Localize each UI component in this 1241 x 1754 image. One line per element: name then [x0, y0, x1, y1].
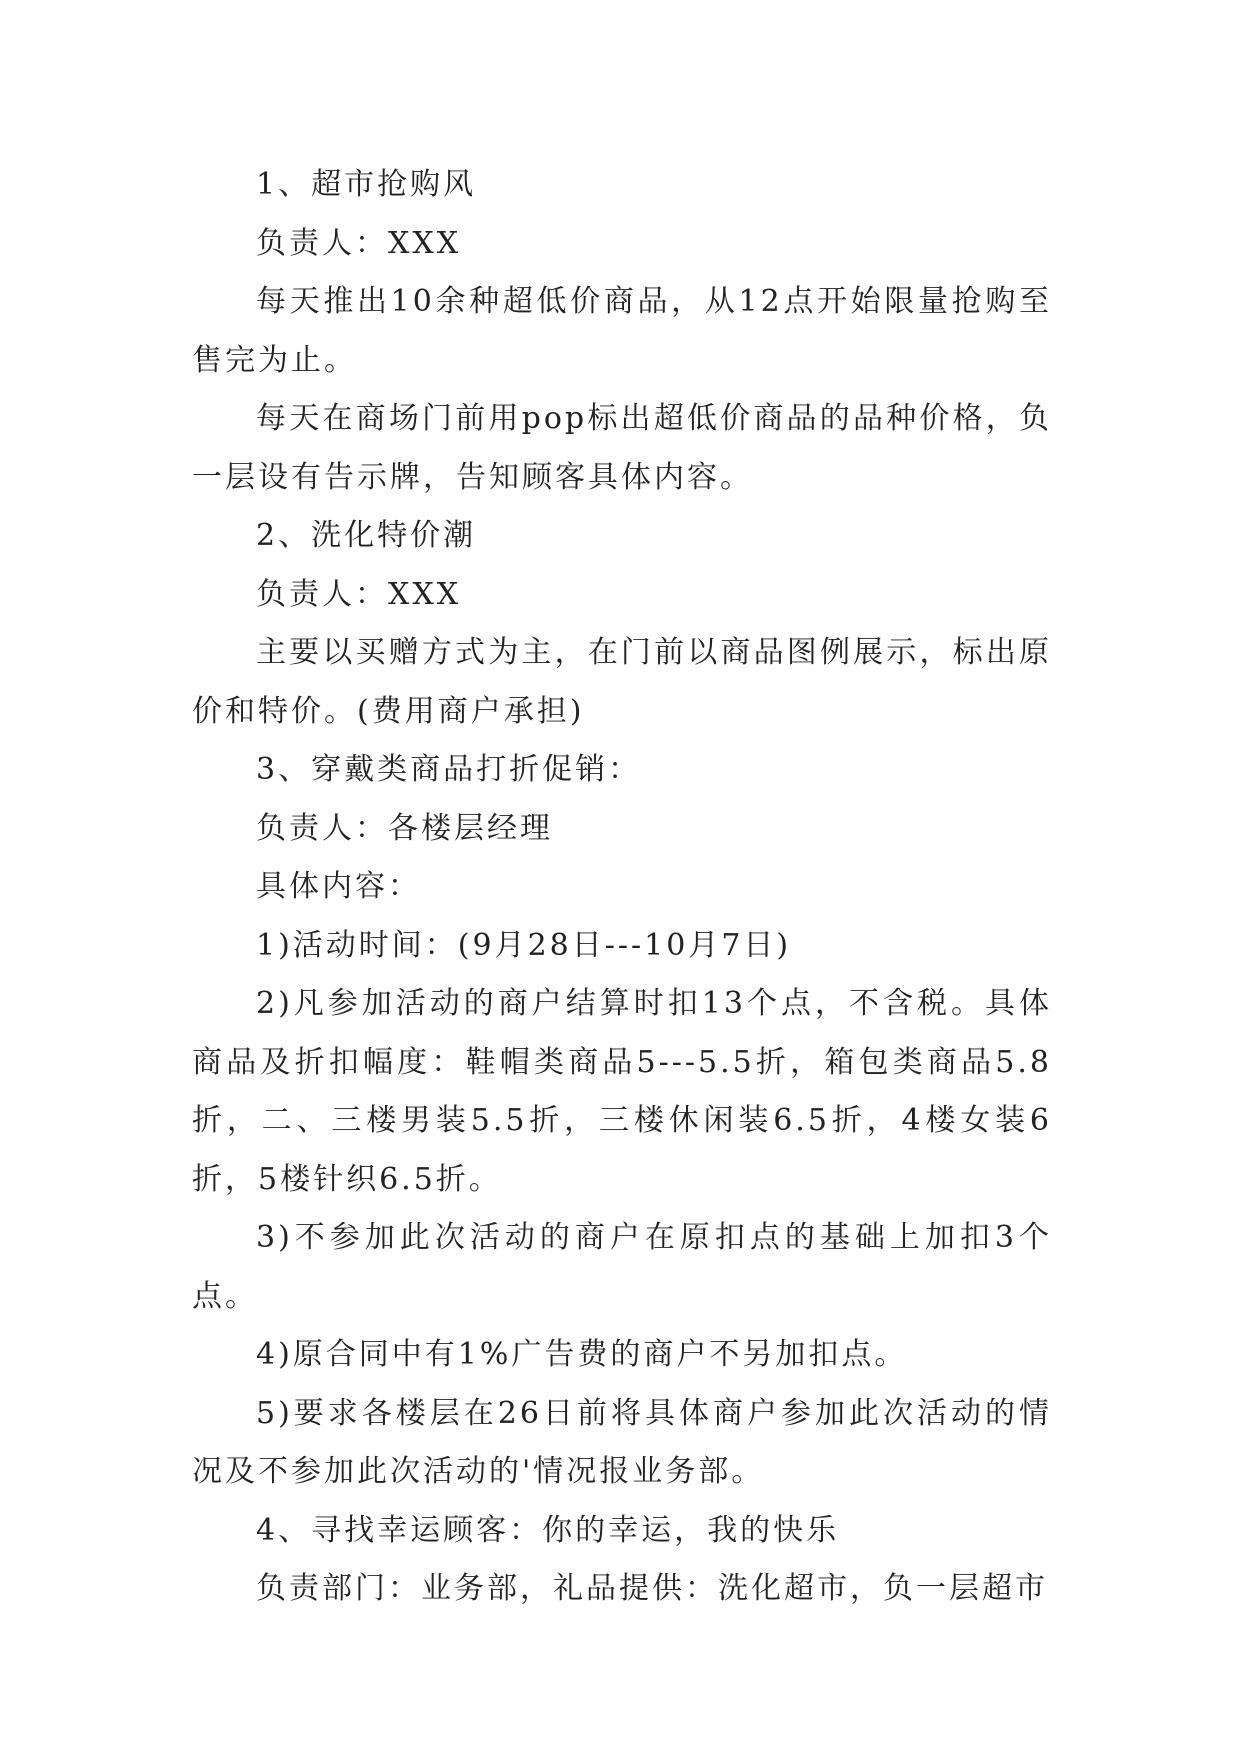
section-1-paragraph-1: 每天推出10余种超低价商品，从12点开始限量抢购至售完为止。: [192, 284, 1052, 378]
section-3-heading: 3、穿戴类商品打折促销：: [256, 752, 642, 787]
section-1-owner: 负责人：XXX: [256, 225, 462, 261]
section-2-paragraph: 主要以买赠方式为主，在门前以商品图例展示，标出原价和特价。(费用商户承担): [192, 635, 1052, 729]
section-3-content-label: 具体内容：: [256, 869, 421, 904]
section-3-item-4: 4)原合同中有1%广告费的商户不另加扣点。: [256, 1337, 908, 1372]
section-3-item-1: 1)活动时间：(9月28日---10月7日): [256, 927, 792, 963]
section-3-item-2: 2)凡参加活动的商户结算时扣13个点，不含税。具体商品及折扣幅度：鞋帽类商品5---5.5折，箱包类商品5.8折，二、三楼男装5.5折，三楼休闲装6.5折，4楼女装6折，5楼针织6.5折。: [192, 986, 1052, 1197]
section-2-heading: 2、洗化特价潮: [256, 518, 477, 553]
section-3-item-3: 3)不参加此次活动的商户在原扣点的基础上加扣3个点。: [192, 1220, 1052, 1314]
section-2-owner: 负责人：XXX: [256, 576, 462, 612]
section-3-item-5: 5)要求各楼层在26日前将具体商户参加此次活动的情况及不参加此次活动的'情况报业务部。: [192, 1395, 1052, 1489]
section-3-owner: 负责人：各楼层经理: [256, 810, 553, 846]
section-1-paragraph-2: 每天在商场门前用pop标出超低价商品的品种价格，负一层设有告示牌，告知顾客具体内容。: [192, 401, 1052, 495]
section-4-heading: 4、寻找幸运顾客：你的幸运，我的快乐: [256, 1512, 840, 1548]
section-4-owner: 负责部门：业务部，礼品提供：洗化超市，负一层超市: [256, 1571, 1048, 1606]
document-body: [192, 156, 1052, 1619]
section-1-heading: 1、超市抢购风: [256, 167, 477, 202]
